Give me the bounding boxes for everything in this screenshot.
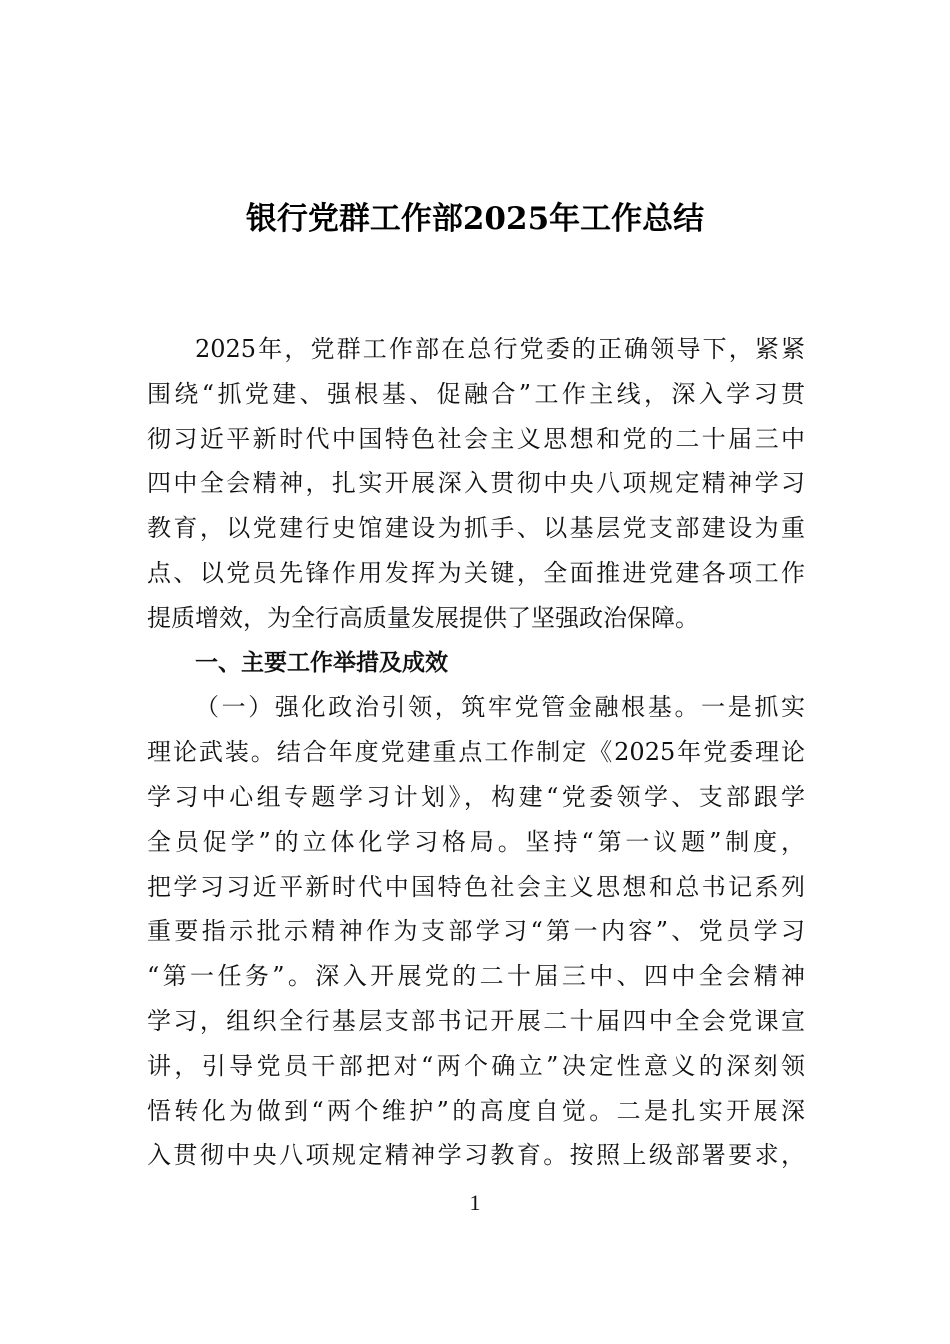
paragraph-line: 讲，引导党员干部把对“两个确立”决定性意义的深刻领	[147, 1051, 805, 1080]
intro-line: 教育，以党建行史馆建设为抓手、以基层党支部建设为重	[147, 514, 805, 543]
intro-line: 彻习近平新时代中国特色社会主义思想和党的二十届三中	[147, 424, 805, 453]
intro-line: 提质增效，为全行高质量发展提供了坚强政治保障。	[147, 603, 699, 632]
document-body	[147, 327, 805, 1178]
paragraph-line: 把学习习近平新时代中国特色社会主义思想和总书记系列	[147, 872, 805, 901]
page-number: 1	[469, 1190, 481, 1215]
paragraph-line: 悟转化为做到“两个维护”的高度自觉。二是扎实开展深	[147, 1096, 805, 1125]
intro-line: 围绕“抓党建、强根基、促融合”工作主线，深入学习贯	[147, 379, 805, 408]
paragraph-line: 学习中心组专题学习计划》，构建“党委领学、支部跟学	[147, 782, 805, 811]
intro-line: 点、以党员先锋作用发挥为关键，全面推进党建各项工作	[147, 558, 805, 587]
intro-line: 四中全会精神，扎实开展深入贯彻中央八项规定精神学习	[147, 469, 805, 498]
paragraph-line: “第一任务”。深入开展党的二十届三中、四中全会精神	[147, 962, 805, 991]
paragraph-line: 学习，组织全行基层支部书记开展二十届四中全会党课宣	[147, 1006, 805, 1035]
paragraph-line: 重要指示批示精神作为支部学习“第一内容”、党员学习	[147, 917, 805, 946]
section-heading: 一、主要工作举措及成效	[195, 649, 448, 676]
intro-line: 2025年，党群工作部在总行党委的正确领导下，紧紧	[195, 335, 805, 363]
paragraph-line: 全员促学”的立体化学习格局。坚持“第一议题”制度，	[147, 827, 805, 856]
paragraph-line: （一）强化政治引领，筑牢党管金融根基。一是抓实	[195, 693, 805, 722]
document-title: 银行党群工作部2025年工作总结	[245, 201, 705, 237]
paragraph-line: 入贯彻中央八项规定精神学习教育。按照上级部署要求，	[147, 1141, 805, 1170]
paragraph-line: 理论武装。结合年度党建重点工作制定《2025年党委理论	[147, 738, 805, 767]
